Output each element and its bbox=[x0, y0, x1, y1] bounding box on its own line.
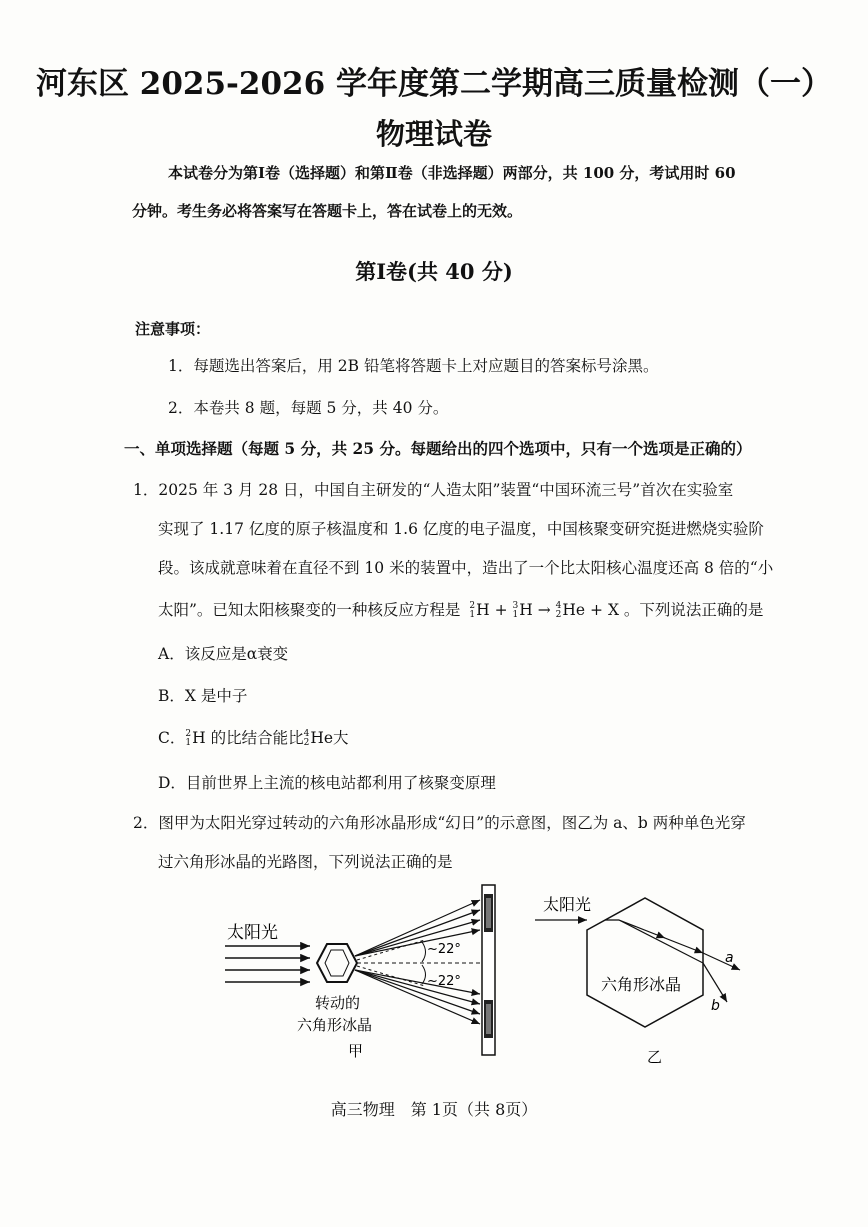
jia-upper-rays bbox=[355, 900, 480, 956]
q2-line-2: 过六角形冰晶的光路图，下列说法正确的是 bbox=[158, 853, 453, 871]
exam-title: 河东区 2025-2026 学年度第二学期高三质量检测（一） bbox=[35, 66, 832, 102]
page-footer: 高三物理 第 1页（共 8页） bbox=[330, 1100, 538, 1119]
q1-option-a[interactable]: A．该反应是α衰变 bbox=[158, 645, 289, 663]
he-isotope-numbers: 4 2 bbox=[555, 601, 562, 620]
jia-caption: 甲 bbox=[348, 1042, 364, 1060]
q1-line-1: 1．2025 年 3 月 28 日，中国自主研发的“人造太阳”装置“中国环流三号”首次在实验室 bbox=[133, 481, 734, 499]
plus-sign: + bbox=[494, 601, 508, 619]
jia-angle-top: ~22° bbox=[427, 942, 461, 957]
q2-line-1: 2．图甲为太阳光穿过转动的六角形冰晶形成“幻日”的示意图，图乙为 a、b 两种单色光穿 bbox=[133, 814, 746, 832]
jia-crystal-label-1: 转动的 bbox=[315, 994, 361, 1012]
reaction-equation bbox=[469, 601, 624, 619]
he-symbol: He bbox=[562, 601, 586, 619]
yi-ray-b: b bbox=[711, 998, 720, 1014]
h2-symbol: H bbox=[476, 601, 490, 619]
h3-symbol: H bbox=[519, 601, 533, 619]
jia-lower-rays bbox=[355, 970, 480, 1024]
h2-isotope-numbers: 2 1 bbox=[469, 601, 476, 620]
yi-crystal-label: 六角形冰晶 bbox=[601, 975, 682, 994]
x-product: + X bbox=[590, 601, 619, 619]
arrow-icon: → bbox=[537, 601, 551, 619]
notice-heading: 注意事项： bbox=[135, 320, 211, 338]
jia-crystal-label-2: 六角形冰晶 bbox=[297, 1016, 373, 1034]
yi-sunlight-label: 太阳光 bbox=[543, 895, 592, 914]
yi-caption: 乙 bbox=[647, 1048, 663, 1066]
yi-ray-a: a bbox=[725, 950, 734, 966]
q1-line-2: 实现了 1.17 亿度的原子核温度和 1.6 亿度的电子温度，中国核聚变研究挺进燃烧实验阶 bbox=[158, 520, 764, 538]
intro-line-1: 本试卷分为第Ⅰ卷（选择题）和第Ⅱ卷（非选择题）两部分，共 100 分，考试用时 60 bbox=[168, 164, 736, 182]
jia-sunlight-label: 太阳光 bbox=[227, 923, 278, 943]
q1-line-4 bbox=[158, 598, 763, 620]
q1-option-c[interactable]: C． 2 1 H 的比结合能比 4 2 He大 bbox=[158, 729, 349, 748]
q1-option-d[interactable]: D．目前世界上主流的核电站都利用了核聚变原理 bbox=[158, 774, 496, 792]
jia-incoming-rays bbox=[225, 946, 310, 982]
q1-line-3: 段。该成就意味着在直径不到 10 米的装置中，造出了一个比太阳核心温度还高 8 倍的“小 bbox=[158, 559, 774, 577]
notice-item-2: 2．本卷共 8 题，每题 5 分，共 40 分。 bbox=[168, 399, 449, 417]
notice-item-1: 1．每题选出答案后，用 2B 铅笔将答题卡上对应题目的答案标号涂黑。 bbox=[168, 357, 659, 375]
q1-option-b[interactable]: B．X 是中子 bbox=[158, 687, 248, 705]
intro-line-2: 分钟。考生务必将答案写在答题卡上，答在试卷上的无效。 bbox=[132, 202, 523, 220]
jia-screen bbox=[482, 885, 495, 1055]
figure-yi bbox=[535, 890, 755, 1070]
figure-jia bbox=[215, 880, 515, 1065]
jia-angle-bottom: ~22° bbox=[427, 974, 461, 989]
part-heading: 一、单项选择题（每题 5 分，共 25 分。每题给出的四个选项中，只有一个选项是正确的） bbox=[124, 439, 752, 458]
section-title: 第Ⅰ卷(共 40 分) bbox=[355, 259, 513, 284]
q1-line-4-pre: 太阳”。已知太阳核聚变的一种核反应方程是 bbox=[158, 601, 461, 619]
exam-subtitle: 物理试卷 bbox=[375, 117, 492, 151]
h3-isotope-numbers: 3 1 bbox=[512, 601, 519, 620]
q1-line-4-post: 。下列说法正确的是 bbox=[623, 601, 764, 619]
